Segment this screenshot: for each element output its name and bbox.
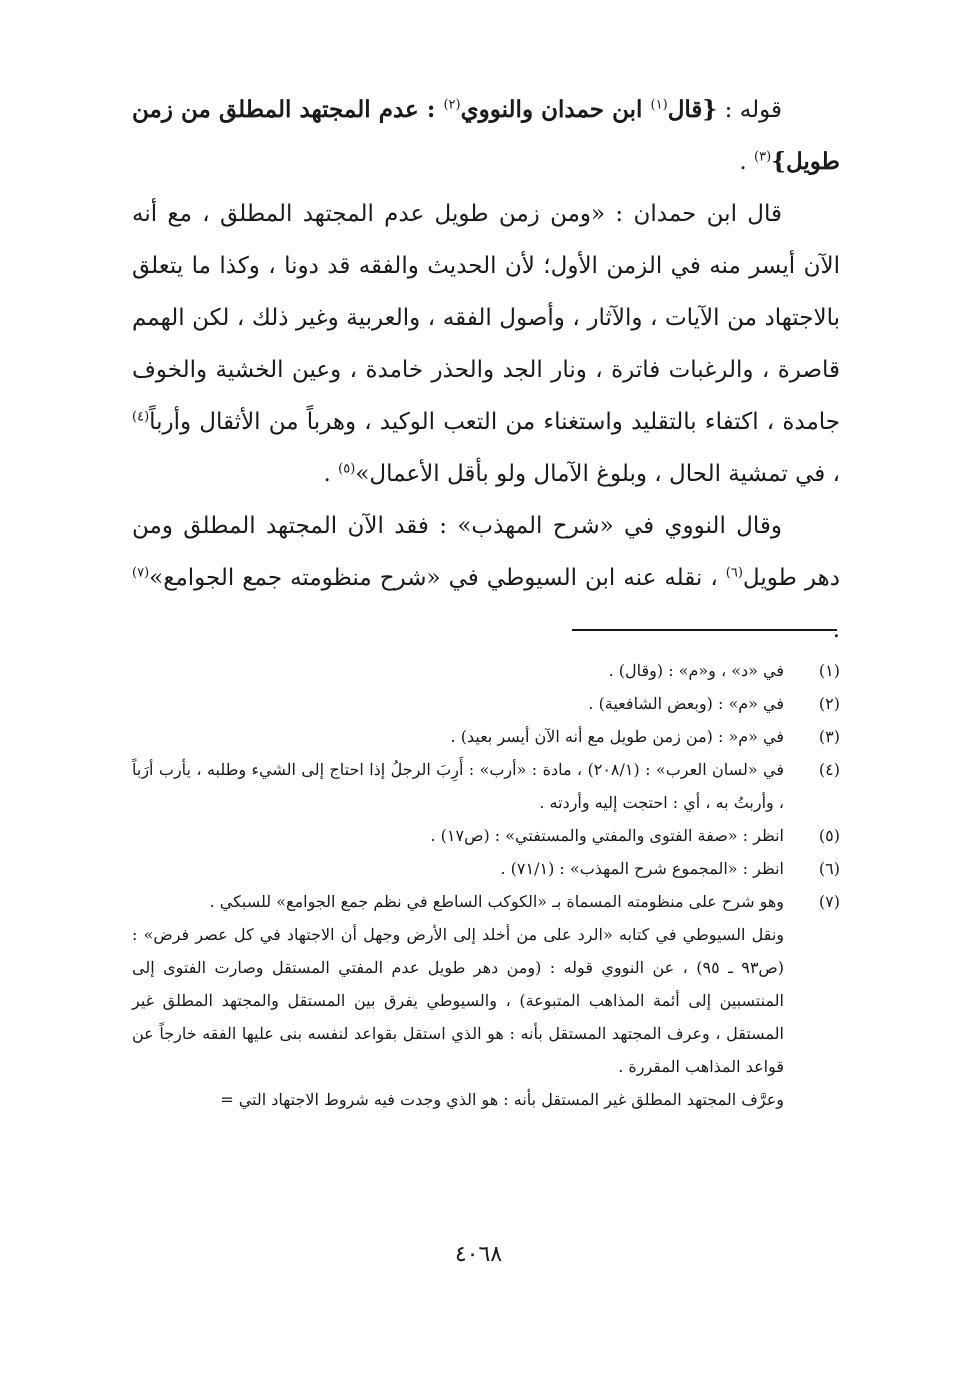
footnote-number: (٥) xyxy=(818,826,840,845)
heading-end: . xyxy=(739,149,755,175)
footnote-ref-7: (٧) xyxy=(132,565,150,581)
paragraph-nawawi xyxy=(132,500,840,656)
paragraph-1-end: . xyxy=(323,461,339,487)
footnote-ref-1: (١) xyxy=(650,97,668,113)
footnote-ref-2: (٢) xyxy=(443,97,461,113)
footnote-ref-5: (٥) xyxy=(338,461,356,477)
paragraph-2-text-b: ، نقله عنه ابن السيوطي في «شرح منظومته جمع الجوامع» xyxy=(149,565,726,591)
footnote-text-continued: وعرَّف المجتهد المطلق غير المستقل بأنه : هو الذي وجدت فيه شروط الاجتهاد التي = xyxy=(220,1090,784,1109)
heading-prefix: قوله : xyxy=(717,97,782,123)
footnote-text: في «م» : (وبعض الشافعية) . xyxy=(588,694,784,713)
footnote-text-continued: ونقل السيوطي في كتابه «الرد على من أخلد إلى الأرض وجهل أن الاجتهاد في كل عصر فرض» : (ص٩٣ ـ ٩٥) ، عن النووي قوله : (ومن دهر طويل عدم المفتي المستقل وصارت الفتوى إلى المنتسبين إلى أئمة المذاهب المتبوعة) ، والسيوطي يفرق بين المستقل والمجتهد المطلق غير المستقل ، وعرف المجتهد المستقل بأنه : هو الذي استقل بقواعد لنفسه بنى عليها الفقه خارجاً عن قواعد المذاهب المقررة . xyxy=(132,925,785,1076)
footnote-text: انظر : «صفة الفتوى والمفتي والمستفتي» : (ص١٧) . xyxy=(430,826,784,845)
footnote-6 xyxy=(132,852,840,885)
footnote-ref-6: (٦) xyxy=(725,565,743,581)
footnote-3 xyxy=(132,720,840,753)
footnotes xyxy=(132,654,840,1116)
footnote-text: وهو شرح على منظومته المسماة بـ «الكوكب الساطع في نظم جمع الجوامع» للسبكي . xyxy=(209,892,784,911)
footnote-number: (٦) xyxy=(818,859,840,878)
footnote-number: (٤) xyxy=(818,760,840,779)
footnote-text: في «د» ، و«م» : (وقال) . xyxy=(608,661,784,680)
footnote-5 xyxy=(132,819,840,852)
paragraph-2-end: . xyxy=(832,617,840,643)
footnote-number: (٧) xyxy=(818,892,840,911)
heading-text-b: ابن حمدان والنووي xyxy=(460,96,651,123)
footnote-number: (٢) xyxy=(818,694,840,713)
footnote-ref-3: (٣) xyxy=(754,149,772,165)
paragraph-2-text: وقال النووي في «شرح المهذب» : فقد الآن المجتهد المطلق ومن دهر طويل xyxy=(132,513,840,591)
footnote-text: في «لسان العرب» : (٢٠٨/١) ، مادة : «أرب» : أَرِبَ الرجلُ إذا احتاج إلى الشيء وطلبه ، يأرب أرَباً ، وأربتُ به ، أي : احتجت إليه وأردته . xyxy=(132,760,784,812)
paragraph-ibn-hamdan xyxy=(132,188,840,500)
footnote-text: انظر : «المجموع شرح المهذب» : (٧١/١) . xyxy=(500,859,784,878)
footnote-4 xyxy=(132,753,840,819)
heading-paragraph xyxy=(132,84,840,188)
main-text xyxy=(132,84,840,656)
paragraph-1-text: قال ابن حمدان : «ومن زمن طويل عدم المجتهد المطلق ، مع أنه الآن أيسر منه في الزمن الأول؛ لأن الحديث والفقه قد دونا ، وكذا ما يتعلق بالاجتهاد من الآيات ، والآثار ، وأصول الفقه ، والعربية وغير ذلك ، لكن الهمم قاصرة ، والرغبات فاترة ، ونار الجد والحذر خامدة ، وعين الخشية والخوف جامدة ، اكتفاء بالتقليد واستغناء من التعب الوكيد ، وهرباً من الأثقال وأرباً xyxy=(132,201,840,435)
page-number: ٤٠٦٨ xyxy=(454,1242,503,1267)
heading-text-a: {قال xyxy=(667,96,718,123)
footnote-text: في «م« : (من زمن طويل مع أنه الآن أيسر بعيد) . xyxy=(450,727,784,746)
footnote-ref-4: (٤) xyxy=(132,409,150,425)
paragraph-1-text-b: ، في تمشية الحال ، وبلوغ الآمال ولو بأقل الأعمال» xyxy=(355,461,840,487)
footnote-number: (٣) xyxy=(818,727,840,746)
footnote-1 xyxy=(132,654,840,687)
footnote-7 xyxy=(132,885,840,1116)
footnote-2 xyxy=(132,687,840,720)
footnote-number: (١) xyxy=(818,661,840,680)
heading-text-c: : عدم المجتهد المطلق من زمن طويل} xyxy=(132,96,840,175)
footnote-separator xyxy=(572,629,837,631)
